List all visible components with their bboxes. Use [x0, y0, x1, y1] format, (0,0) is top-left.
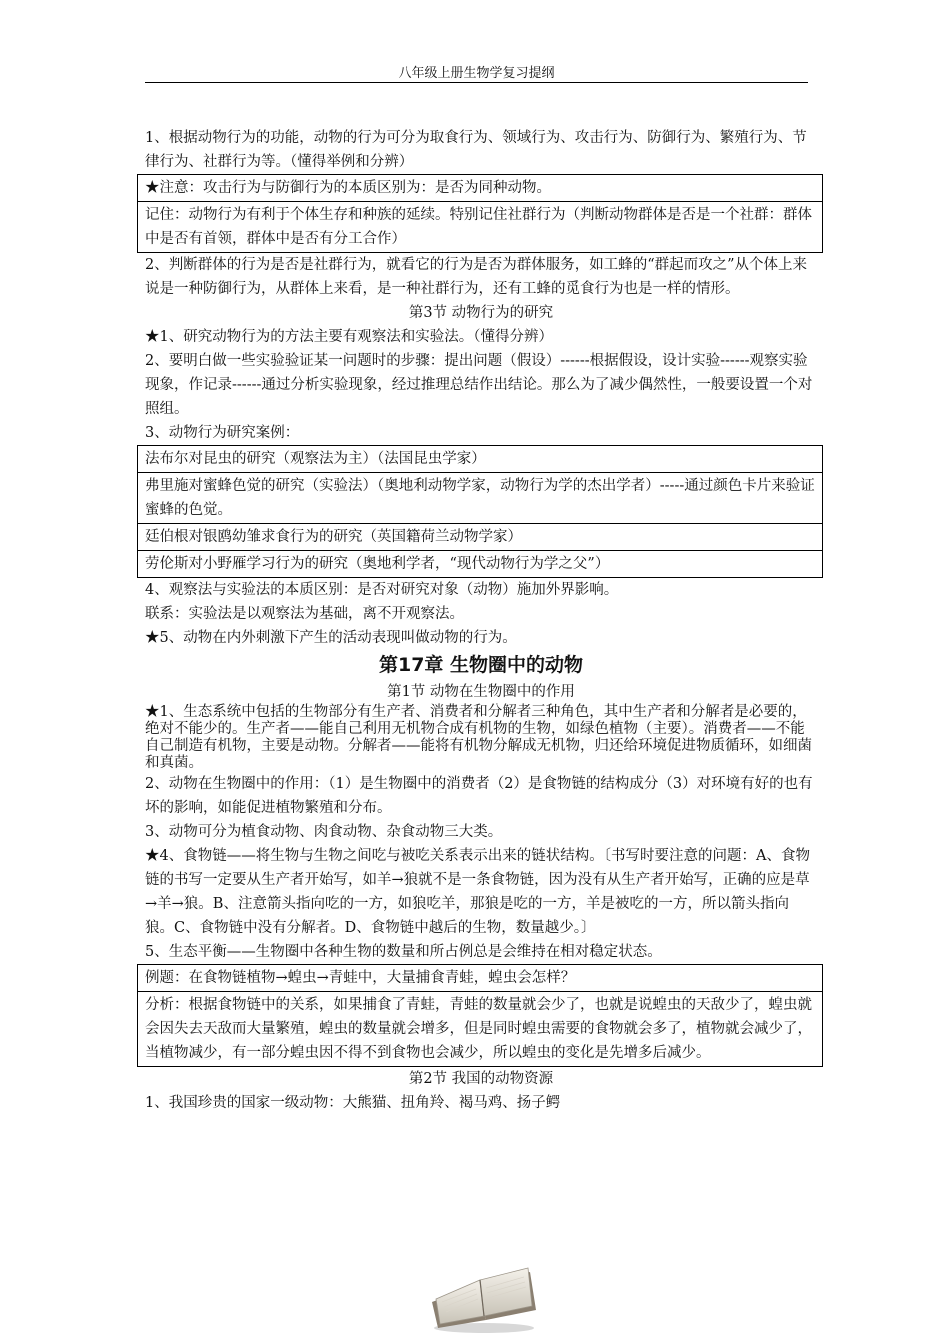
paragraph: 联系：实验法是以观察法为基础，离不开观察法。	[145, 606, 464, 622]
paragraph: ★5、动物在内外刺激下产生的活动表现叫做动物的行为。	[145, 630, 517, 646]
note-box-row: 记住：动物行为有利于个体生存和种族的延续。特别记住社群行为（判断动物群体是否是一个社群：群体中是否有首领，群体中是否有分工合作）	[138, 201, 822, 252]
paragraph: ★1、研究动物行为的方法主要有观察法和实验法。（懂得分辨）	[145, 329, 553, 345]
paragraph: ★1、生态系统中包括的生物部分有生产者、消费者和分解者三种角色，其中生产者和分解者是必要的，绝对不能少的。生产者——能自己利用无机物合成有机物的生物，如绿色植物（主要）。消费者——不能自己制造有机物，主要是动物。分解者——能将有机物分解成无机物，归还给环境促进物质循环，如细菌和真菌。	[145, 704, 812, 771]
note-box-row: 例题：在食物链植物→蝗虫→青蛙中，大量捕食青蛙，蝗虫会怎样？	[145, 970, 576, 986]
note-box-row: 弗里施对蜜蜂色觉的研究（实验法）（奥地利动物学家，动物行为学的杰出学者）-----通过颜色卡片来验证蜜蜂的色觉。	[138, 472, 822, 523]
document-body	[145, 126, 817, 1115]
note-box-row: ★注意：攻击行为与防御行为的本质区别为：是否为同种动物。	[145, 180, 551, 196]
paragraph: 2、动物在生物圈中的作用：（1）是生物圈中的消费者（2）是食物链的结构成分（3）对环境有好的也有坏的影响，如能促进植物繁殖和分布。	[145, 776, 813, 816]
note-box-row: 法布尔对昆虫的研究（观察法为主）（法国昆虫学家）	[145, 451, 486, 467]
paragraph: ★4、食物链——将生物与生物之间吃与被吃关系表示出来的链状结构。〔书写时要注意的问题：A、食物链的书写一定要从生产者开始写，如羊→狼就不是一条食物链，因为没有从生产者开始写，正确的应是草→羊→狼。B、注意箭头指向吃的一方，如狼吃羊，那狼是吃的一方，羊是被吃的一方，所以箭头指向狼。C、食物链中没有分解者。D、食物链中越后的生物，数量越少。〕	[145, 848, 810, 936]
open-book-icon	[428, 1262, 540, 1334]
page-header-title: 八年级上册生物学复习提纲	[398, 66, 555, 81]
paragraph: 3、动物行为研究案例：	[145, 425, 300, 441]
paragraph: 3、动物可分为植食动物、肉食动物、杂食动物三大类。	[145, 824, 503, 840]
section-heading: 第3节 动物行为的研究	[408, 305, 554, 321]
section-heading: 第1节 动物在生物圈中的作用	[387, 684, 575, 700]
paragraph: 4、观察法与实验法的本质区别：是否对研究对象（动物）施加外界影响。	[145, 582, 619, 598]
header-rule	[145, 82, 808, 83]
paragraph: 1、我国珍贵的国家一级动物：大熊猫、扭角羚、褐马鸡、扬子鳄	[145, 1095, 561, 1111]
bordered-note-box	[137, 174, 823, 253]
note-box-row: 劳伦斯对小野雁学习行为的研究（奥地利学者，“现代动物行为学之父”）	[138, 550, 822, 577]
paragraph: 1、根据动物行为的功能，动物的行为可分为取食行为、领域行为、攻击行为、防御行为、繁殖行为、节律行为、社群行为等。（懂得举例和分辨）	[145, 130, 807, 170]
paragraph: 5、生态平衡——生物圈中各种生物的数量和所占例总是会维持在相对稳定状态。	[145, 944, 662, 960]
note-box-row: 分析：根据食物链中的关系，如果捕食了青蛙，青蛙的数量就会少了，也就是说蝗虫的天敌少了，蝗虫就会因失去天敌而大量繁殖，蝗虫的数量就会增多，但是同时蝗虫需要的食物就会多了，植物就会减少了，当植物减少，有一部分蝗虫因不得不到食物也会减少，所以蝗虫的变化是先增多后减少。	[138, 991, 822, 1066]
chapter-heading: 第17章 生物圈中的动物	[378, 654, 584, 676]
bordered-note-box	[137, 964, 823, 1067]
paragraph: 2、判断群体的行为是否是社群行为，就看它的行为是否为群体服务，如工蜂的“群起而攻之”从个体上来说是一种防御行为，从群体上来看，是一种社群行为，还有工蜂的觅食行为也是一样的情形。	[145, 257, 808, 297]
section-heading: 第2节 我国的动物资源	[408, 1071, 554, 1087]
bordered-note-box	[137, 445, 823, 578]
paragraph: 2、要明白做一些实验验证某一问题时的步骤：提出问题（假设）------根据假设，设计实验------观察实验现象，作记录------通过分析实验现象，经过推理总结作出结论。那么为了减少偶然性，一般要设置一个对照组。	[145, 353, 813, 417]
note-box-row: 廷伯根对银鸥幼雏求食行为的研究（英国籍荷兰动物学家）	[138, 523, 822, 550]
